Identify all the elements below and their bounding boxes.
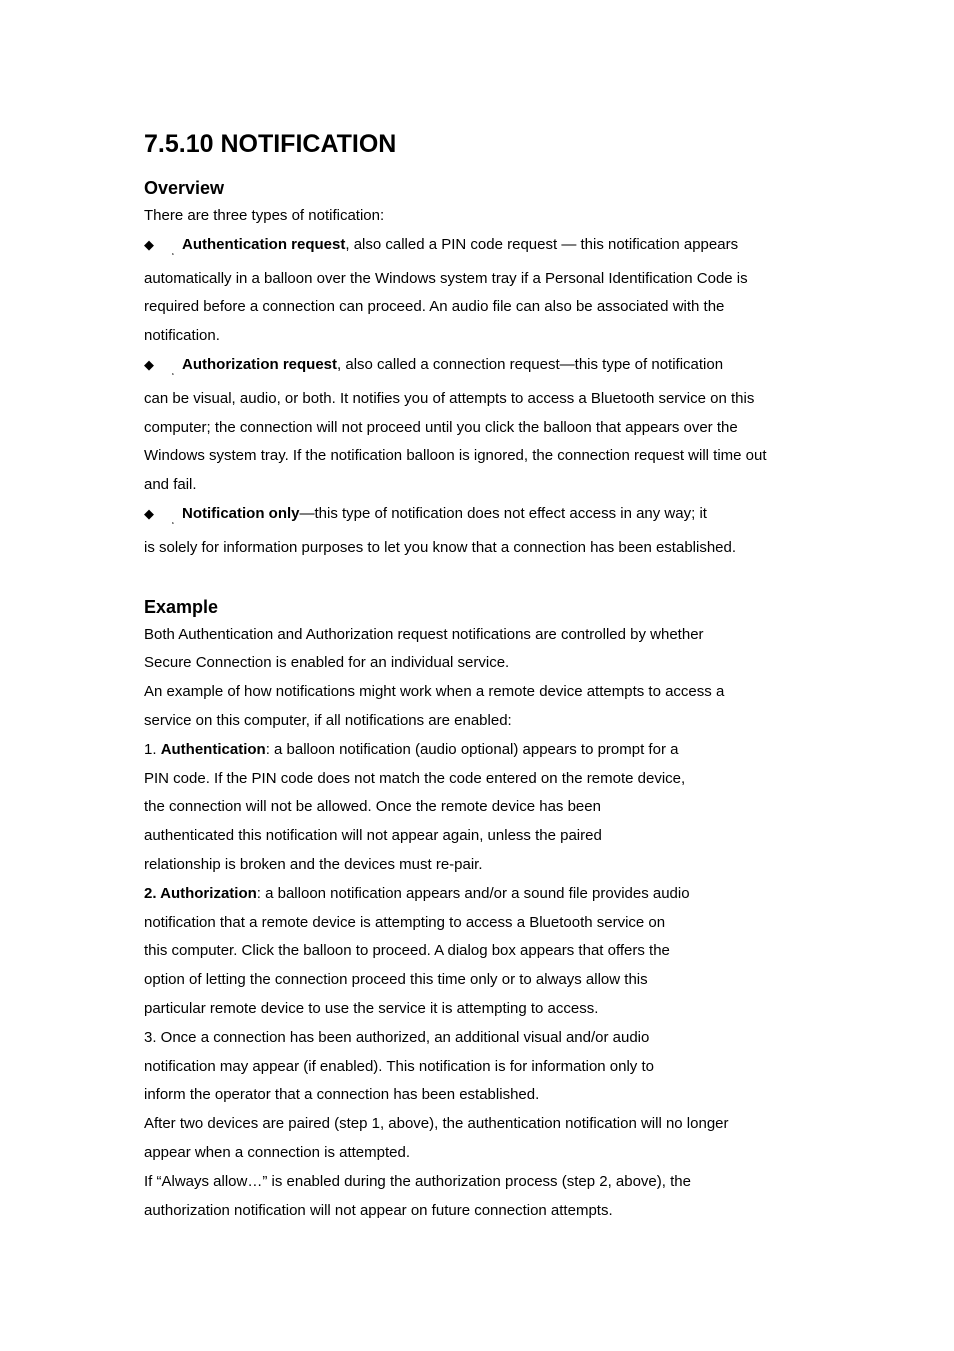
step-established <box>144 1024 824 1110</box>
overview-heading: Overview <box>144 178 225 198</box>
paragraph-line: option of letting the connection proceed this time only or to always allow this <box>144 971 648 989</box>
bullet-text: —this type of notification does not effect access in any way; it <box>299 504 707 522</box>
paragraph-line: After two devices are paired (step 1, above), the authentication notification will no longer <box>144 1115 729 1133</box>
paragraph-line: is solely for information purposes to let you know that a connection has been established. <box>144 538 737 556</box>
paragraph-line: and fail. <box>144 476 197 494</box>
paragraph-line: computer; the connection will not proceed until you click the balloon that appears over the <box>144 418 738 436</box>
bullet-small-mark: ¸ <box>171 364 175 375</box>
step-authentication <box>144 736 824 880</box>
closing-notes <box>144 1110 824 1225</box>
page-title: 7.5.10 NOTIFICATION <box>144 130 397 158</box>
paragraph-line: the connection will not be allowed. Once the remote device has been <box>144 798 601 816</box>
paragraph-line: inform the operator that a connection has been established. <box>144 1086 540 1104</box>
example-heading: Example <box>144 596 219 617</box>
paragraph-line: relationship is broken and the devices must re-pair. <box>144 855 483 873</box>
step-term: 2. Authorization <box>144 884 257 902</box>
step-line <box>144 736 824 765</box>
bullet-term: Authentication request <box>182 235 346 253</box>
paragraph-line: notification may appear (if enabled). This notification is for information only to <box>144 1057 654 1075</box>
paragraph-line: Windows system tray. If the notification balloon is ignored, the connection request will time out <box>144 447 767 465</box>
bullet-term: Authorization request <box>182 355 338 373</box>
step-text: : a balloon notification appears and/or a sound file provides audio <box>256 884 690 902</box>
bullet-text: , also called a PIN code request — this notification appears <box>345 235 739 253</box>
bullet-text: , also called a connection request—this type of notification <box>337 355 724 373</box>
step-term: Authentication <box>160 740 266 758</box>
bullet-item-authentication-request <box>144 231 824 351</box>
bullet-term: Notification only <box>182 504 300 522</box>
paragraph-line: appear when a connection is attempted. <box>144 1143 411 1161</box>
paragraph-line: automatically in a balloon over the Windows system tray if a Personal Identification Code is <box>144 269 748 287</box>
document-page <box>144 124 824 1225</box>
overview-intro: There are three types of notification: <box>144 207 385 224</box>
paragraph-line: authenticated this notification will not appear again, unless the paired <box>144 827 602 845</box>
paragraph-line: service on this computer, if all notifications are enabled: <box>144 711 512 729</box>
paragraph-line: Secure Connection is enabled for an individual service. <box>144 654 510 672</box>
bullet-line <box>144 500 824 534</box>
diamond-bullet-icon: ◆ <box>144 236 154 252</box>
step-authorization <box>144 880 824 1024</box>
diamond-bullet-icon: ◆ <box>144 505 154 521</box>
paragraph-line: An example of how notifications might work when a remote device attempts to access a <box>144 683 725 701</box>
paragraph-line: notification. <box>144 327 220 345</box>
bullet-line <box>144 351 824 385</box>
paragraph-line: required before a connection can proceed. An audio file can also be associated with the <box>144 298 725 316</box>
step-number: 1. <box>144 740 161 758</box>
bullet-small-mark: ¸ <box>171 513 175 524</box>
paragraph-line: Both Authentication and Authorization request notifications are controlled by whether <box>144 625 704 643</box>
paragraph-line: 3. Once a connection has been authorized, an additional visual and/or audio <box>144 1028 650 1046</box>
paragraph-line: PIN code. If the PIN code does not match the code entered on the remote device, <box>144 769 686 787</box>
paragraph-line: If “Always allow…” is enabled during the authorization process (step 2, above), the <box>144 1172 691 1190</box>
bullet-line <box>144 231 824 265</box>
bullet-item-notification-only <box>144 500 824 563</box>
step-text: : a balloon notification (audio optional) appears to prompt for a <box>265 740 679 758</box>
paragraph-line: can be visual, audio, or both. It notifies you of attempts to access a Bluetooth service on this <box>144 389 755 407</box>
bullet-item-authorization-request <box>144 351 824 500</box>
example-intro <box>144 621 824 736</box>
paragraph-line: this computer. Click the balloon to proceed. A dialog box appears that offers the <box>144 942 670 960</box>
step-line <box>144 880 824 909</box>
bullet-small-mark: ¸ <box>171 244 175 255</box>
paragraph-line: authorization notification will not appear on future connection attempts. <box>144 1201 613 1219</box>
diamond-bullet-icon: ◆ <box>144 356 154 372</box>
paragraph-line: particular remote device to use the service it is attempting to access. <box>144 999 599 1017</box>
paragraph-line: notification that a remote device is attempting to access a Bluetooth service on <box>144 913 666 931</box>
